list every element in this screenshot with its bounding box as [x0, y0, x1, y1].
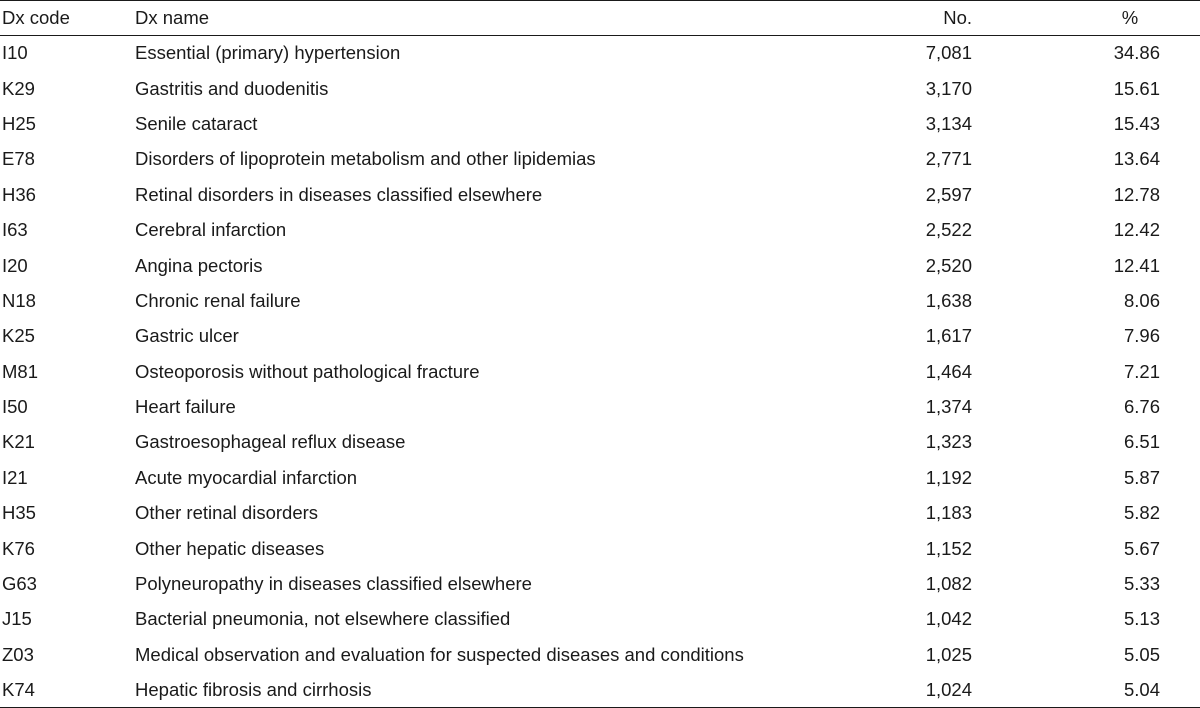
cell-count: 1,638	[925, 289, 972, 311]
cell-count: 1,152	[925, 537, 972, 559]
table-row	[0, 248, 1200, 283]
table-row	[0, 319, 1200, 354]
cell-dx-code: K29	[2, 77, 35, 99]
cell-spacer	[1160, 177, 1200, 212]
cell-dx-name: Other hepatic diseases	[135, 537, 325, 559]
cell-dx-name: Angina pectoris	[135, 254, 263, 276]
cell-dx-code: H36	[2, 183, 36, 205]
cell-count: 1,323	[925, 431, 972, 453]
cell-percent: 5.04	[972, 673, 1160, 708]
cell-percent: 8.06	[1123, 289, 1160, 311]
table-row	[0, 673, 1200, 708]
cell-percent: 6.76	[1123, 396, 1160, 418]
cell-spacer	[1160, 389, 1200, 424]
cell-percent: 5.33	[1123, 573, 1160, 595]
cell-count: 1,024	[835, 673, 972, 708]
cell-dx-code: M81	[2, 360, 38, 382]
cell-spacer	[1160, 106, 1200, 141]
table-row	[0, 566, 1200, 601]
table-row	[0, 354, 1200, 389]
cell-percent: 12.41	[1113, 254, 1160, 276]
cell-percent: 13.64	[1113, 148, 1160, 170]
cell-spacer	[1160, 354, 1200, 389]
cell-dx-name: Other retinal disorders	[135, 502, 319, 524]
table-row	[0, 177, 1200, 212]
cell-dx-name: Gastritis and duodenitis	[135, 77, 329, 99]
cell-dx-code: Z03	[2, 643, 34, 665]
table-row	[0, 637, 1200, 672]
cell-dx-name: Essential (primary) hypertension	[135, 42, 401, 64]
cell-spacer	[1160, 460, 1200, 495]
header-percent-label: %	[1121, 7, 1139, 28]
cell-spacer	[1160, 248, 1200, 283]
cell-dx-code: I20	[2, 254, 28, 276]
table-row	[0, 460, 1200, 495]
cell-dx-name: Disorders of lipoprotein metabolism and other lipidemias	[135, 148, 596, 170]
table-row	[0, 283, 1200, 318]
cell-count: 3,134	[925, 112, 972, 134]
table-row	[0, 531, 1200, 566]
cell-count: 1,192	[925, 466, 972, 488]
cell-percent: 15.61	[1113, 77, 1160, 99]
cell-dx-name: Chronic renal failure	[135, 289, 301, 311]
cell-percent: 7.21	[1123, 360, 1160, 382]
cell-dx-code: H35	[2, 502, 36, 524]
cell-spacer	[1160, 71, 1200, 106]
cell-spacer	[1160, 602, 1200, 637]
cell-count: 1,082	[925, 573, 972, 595]
cell-percent: 7.96	[1123, 325, 1160, 347]
header-dx-name: Dx name	[135, 1, 835, 36]
cell-dx-name: Osteoporosis without pathological fracture	[135, 360, 480, 382]
cell-spacer	[1160, 142, 1200, 177]
cell-dx-name: Heart failure	[135, 396, 236, 418]
cell-percent: 6.51	[1123, 431, 1160, 453]
cell-spacer	[1160, 531, 1200, 566]
cell-dx-name: Gastric ulcer	[135, 325, 239, 347]
cell-spacer	[1160, 566, 1200, 601]
table-row	[0, 142, 1200, 177]
table-row	[0, 212, 1200, 247]
cell-count: 1,183	[925, 502, 972, 524]
cell-dx-code: K21	[2, 431, 35, 453]
table-row	[0, 71, 1200, 106]
cell-dx-code: G63	[2, 573, 37, 595]
cell-count: 2,597	[925, 183, 972, 205]
header-spacer	[1160, 1, 1200, 36]
cell-dx-name: Retinal disorders in diseases classified elsewhere	[135, 183, 543, 205]
table-row	[0, 389, 1200, 424]
cell-count: 3,170	[925, 77, 972, 99]
cell-count: 1,025	[925, 643, 972, 665]
cell-count: 2,522	[925, 219, 972, 241]
table-header	[0, 1, 1200, 36]
cell-dx-code: K76	[2, 537, 35, 559]
cell-dx-name: Gastroesophageal reflux disease	[135, 431, 406, 453]
cell-percent: 5.13	[1123, 608, 1160, 630]
cell-dx-name: Cerebral infarction	[135, 219, 287, 241]
cell-dx-code: J15	[2, 608, 32, 630]
header-row	[0, 1, 1200, 36]
table-row	[0, 36, 1200, 71]
cell-percent: 5.67	[1123, 537, 1160, 559]
table-row	[0, 602, 1200, 637]
cell-percent: 5.05	[1123, 643, 1160, 665]
cell-dx-name: Bacterial pneumonia, not elsewhere classified	[135, 608, 511, 630]
cell-count: 1,042	[925, 608, 972, 630]
cell-spacer	[1160, 496, 1200, 531]
cell-dx-code: E78	[2, 148, 35, 170]
table-row	[0, 496, 1200, 531]
table-row	[0, 425, 1200, 460]
table-row	[0, 106, 1200, 141]
cell-count: 2,520	[925, 254, 972, 276]
cell-dx-code: I50	[2, 396, 28, 418]
cell-count: 2,771	[925, 148, 972, 170]
cell-count: 1,374	[925, 396, 972, 418]
cell-dx-code: N18	[2, 289, 36, 311]
cell-spacer	[1160, 36, 1200, 71]
cell-dx-code: I63	[2, 219, 28, 241]
header-percent	[972, 1, 1160, 36]
cell-spacer	[1160, 283, 1200, 318]
cell-spacer	[1160, 212, 1200, 247]
header-dx-code: Dx code	[0, 1, 135, 36]
cell-spacer	[1160, 319, 1200, 354]
cell-percent: 5.82	[1123, 502, 1160, 524]
cell-dx-code: K25	[2, 325, 35, 347]
cell-spacer	[1160, 673, 1200, 708]
cell-percent: 12.42	[1113, 219, 1160, 241]
cell-dx-code: K74	[0, 673, 135, 708]
cell-spacer	[1160, 425, 1200, 460]
table-body	[0, 36, 1200, 708]
cell-percent: 34.86	[1113, 42, 1160, 64]
cell-count: 1,617	[925, 325, 972, 347]
cell-percent: 15.43	[1113, 112, 1160, 134]
cell-spacer	[1160, 637, 1200, 672]
cell-count: 1,464	[925, 360, 972, 382]
cell-dx-code: I10	[2, 42, 28, 64]
cell-dx-name: Hepatic fibrosis and cirrhosis	[135, 673, 835, 708]
cell-dx-code: H25	[2, 112, 36, 134]
cell-dx-name: Medical observation and evaluation for suspected diseases and conditions	[135, 643, 744, 665]
cell-dx-name: Polyneuropathy in diseases classified elsewhere	[135, 573, 532, 595]
cell-percent: 5.87	[1123, 466, 1160, 488]
cell-dx-name: Acute myocardial infarction	[135, 466, 358, 488]
cell-dx-name: Senile cataract	[135, 112, 258, 134]
cell-percent: 12.78	[1113, 183, 1160, 205]
cell-dx-code: I21	[2, 466, 28, 488]
cell-count: 7,081	[925, 42, 972, 64]
header-count: No.	[835, 1, 972, 36]
